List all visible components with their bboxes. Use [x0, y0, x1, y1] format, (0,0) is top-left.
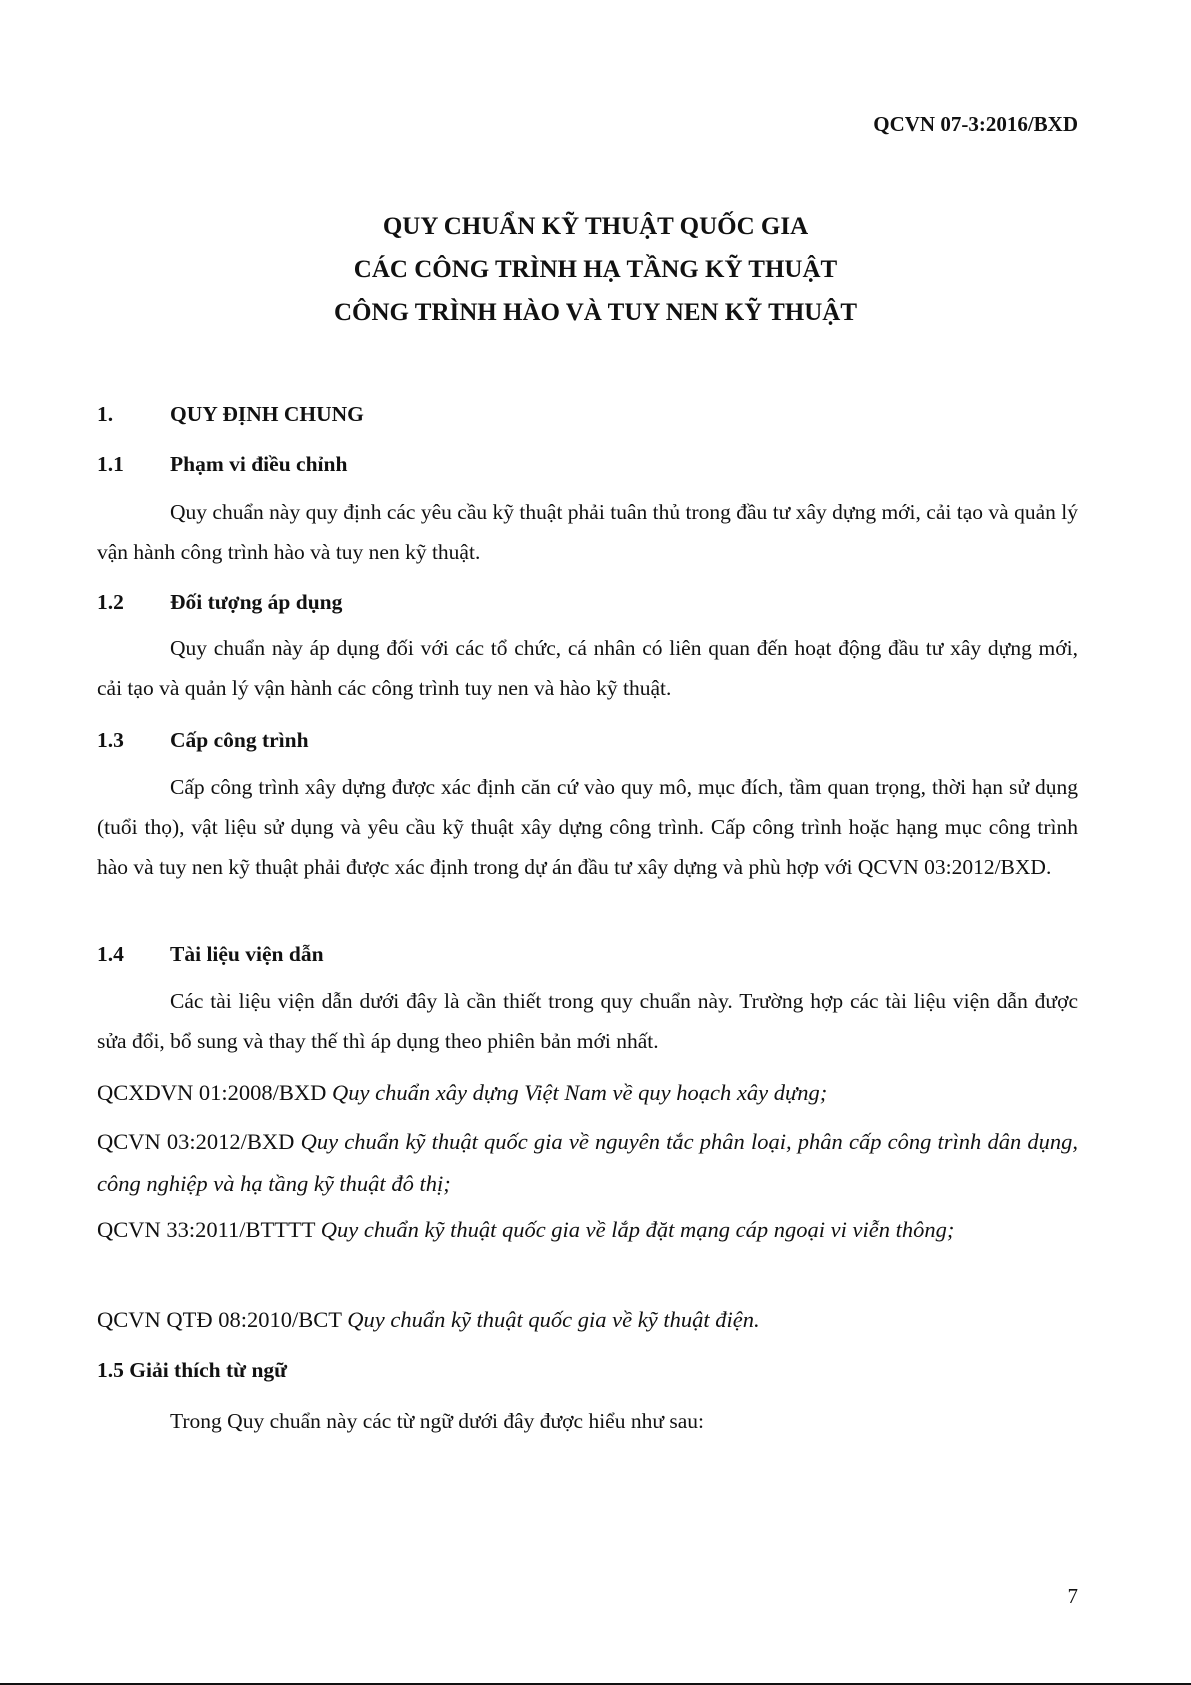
reference-code: QCXDVN 01:2008/BXD — [97, 1080, 327, 1105]
reference-title: Quy chuẩn kỹ thuật quốc gia về lắp đặt mạng cáp ngoại vi viễn thông; — [320, 1217, 955, 1242]
section-number: 1.2 — [97, 590, 124, 614]
section-1-1-heading — [97, 444, 347, 484]
section-1-2-heading — [97, 582, 342, 622]
reference-title: Quy chuẩn kỹ thuật quốc gia về nguyên tắc phân loại, phân cấp công trình dân dụng, công nghiệp và hạ tầng kỹ thuật đô thị; — [97, 1129, 1079, 1196]
section-1-4-heading — [97, 934, 324, 974]
section-title: Tài liệu viện dẫn — [170, 942, 324, 966]
reference-code: QCVN 03:2012/BXD — [97, 1129, 295, 1154]
section-1-4-text: Các tài liệu viện dẫn dưới đây là cần thiết trong quy chuẩn này. Trường hợp các tài liệu viện dẫn được sửa đổi, bổ sung và thay thế thì áp dụng theo phiên bản mới nhất. — [97, 989, 1078, 1053]
section-title: Cấp công trình — [170, 728, 309, 752]
section-1-1-text: Quy chuẩn này quy định các yêu cầu kỹ thuật phải tuân thủ trong đầu tư xây dựng mới, cải tạo và quản lý vận hành công trình hào và tuy nen kỹ thuật. — [97, 500, 1078, 564]
section-title: QUY ĐỊNH CHUNG — [170, 402, 364, 426]
reference-title: Quy chuẩn xây dựng Việt Nam về quy hoạch xây dựng; — [332, 1080, 828, 1105]
reference-item — [97, 1299, 1078, 1341]
reference-code: QCVN 33:2011/BTTTT — [97, 1217, 316, 1242]
page-number: 7 — [1067, 1584, 1078, 1608]
section-1-2-text: Quy chuẩn này áp dụng đối với các tổ chức, cá nhân có liên quan đến hoạt động đầu tư xây dựng mới, cải tạo và quản lý vận hành các công trình tuy nen và hào kỹ thuật. — [97, 636, 1078, 700]
reference-item — [97, 1209, 1078, 1251]
title-line-3: CÔNG TRÌNH HÀO VÀ TUY NEN KỸ THUẬT — [334, 299, 857, 326]
section-number: 1.3 — [97, 728, 124, 752]
section-number: 1.4 — [97, 942, 124, 966]
section-1-heading — [97, 394, 364, 434]
title-line-1: QUY CHUẨN KỸ THUẬT QUỐC GIA — [382, 213, 809, 240]
section-number: 1.1 — [97, 452, 124, 476]
reference-item — [97, 1072, 1078, 1114]
section-1-5-heading: 1.5 Giải thích từ ngữ — [97, 1358, 288, 1382]
section-1-3-text: Cấp công trình xây dựng được xác định căn cứ vào quy mô, mục đích, tầm quan trọng, thời hạn sử dụng (tuổi thọ), vật liệu sử dụng và yêu cầu kỹ thuật xây dựng công trình. Cấp công trình hoặc hạng mục công trình hào và tuy nen kỹ thuật phải được xác định trong dự án đầu tư xây dựng và phù hợp với QCVN 03:2012/BXD. — [97, 775, 1078, 879]
section-1-3-heading — [97, 720, 309, 760]
section-title: Đối tượng áp dụng — [170, 590, 343, 614]
reference-code: QCVN QTĐ 08:2010/BCT — [97, 1307, 342, 1332]
document-code: QCVN 07-3:2016/BXD — [873, 112, 1078, 136]
section-title: Phạm vi điều chỉnh — [170, 452, 348, 476]
reference-item — [97, 1121, 1078, 1205]
reference-title: Quy chuẩn kỹ thuật quốc gia về kỹ thuật điện. — [347, 1307, 760, 1332]
section-number: 1. — [97, 402, 114, 426]
section-1-5-text: Trong Quy chuẩn này các từ ngữ dưới đây được hiểu như sau: — [170, 1409, 705, 1433]
title-line-2: CÁC CÔNG TRÌNH HẠ TẦNG KỸ THUẬT — [353, 256, 838, 283]
